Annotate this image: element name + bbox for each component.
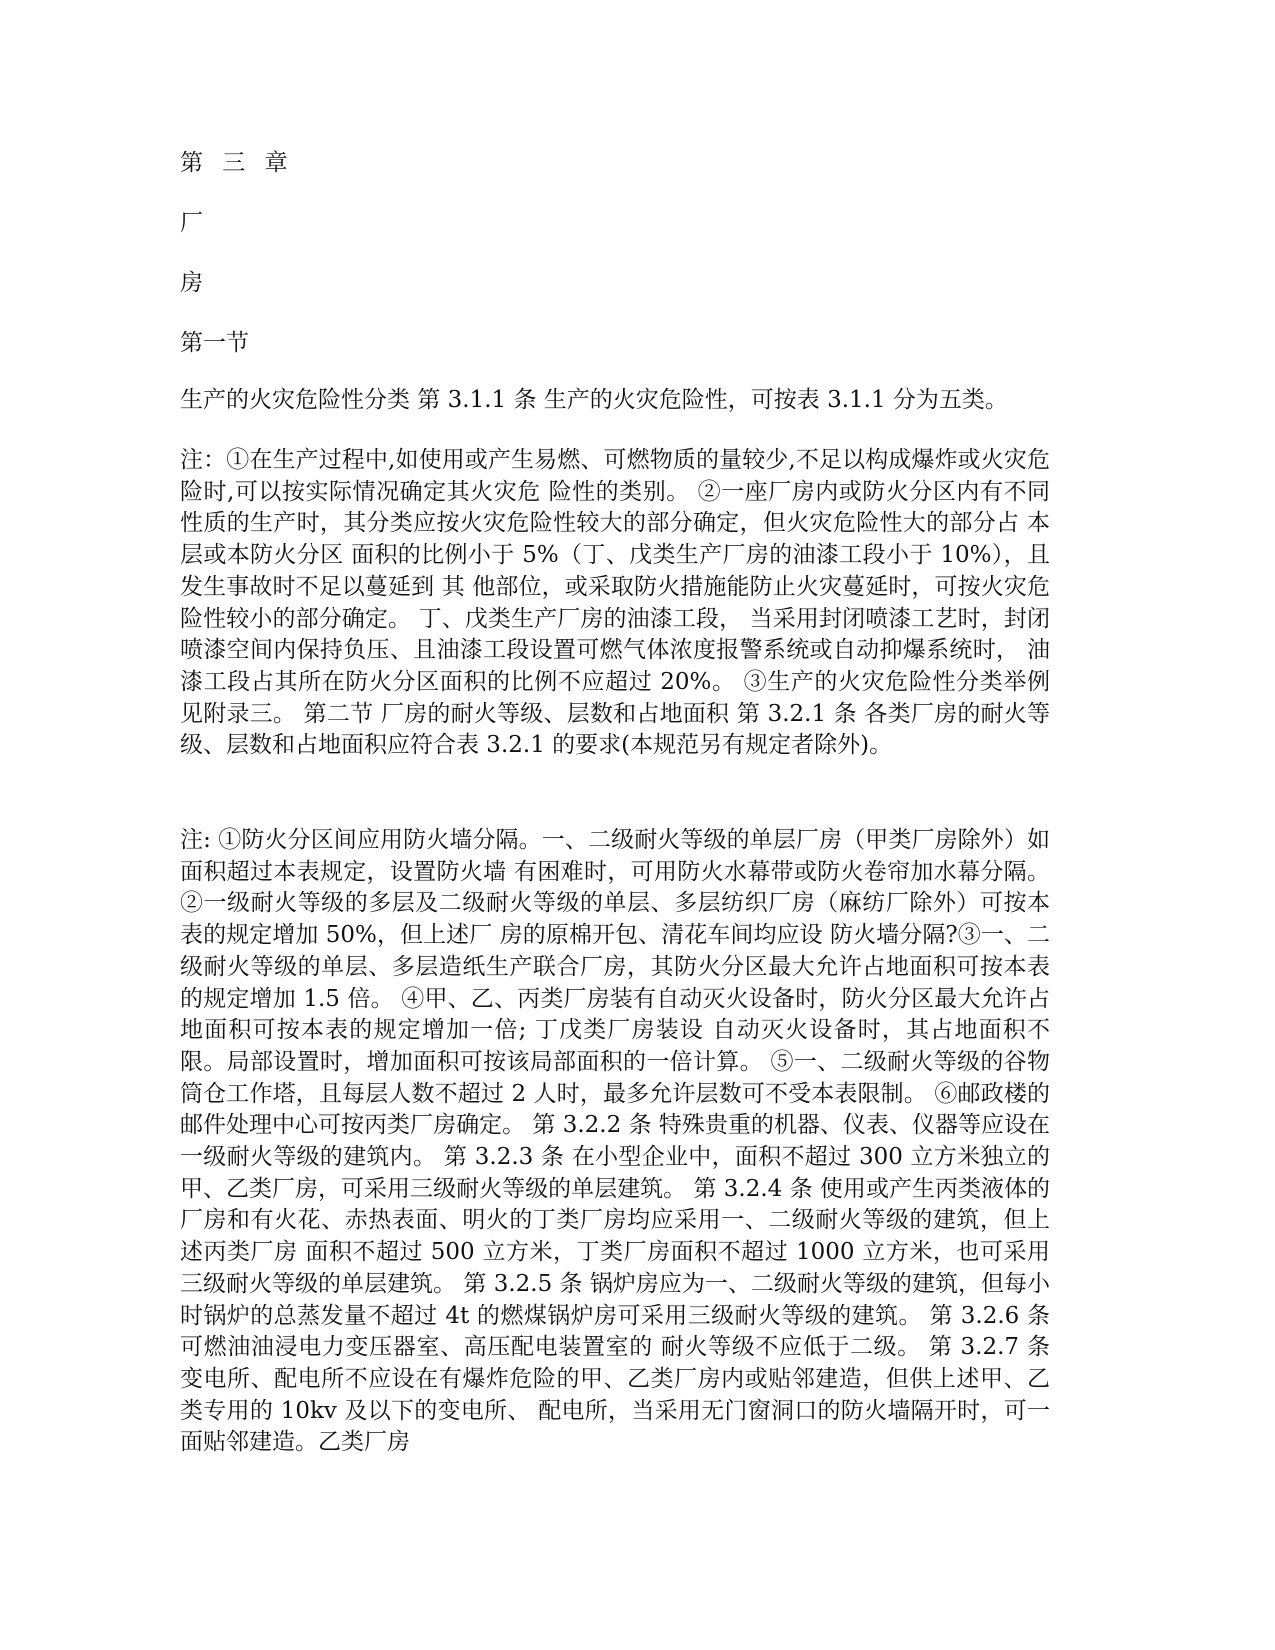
chapter-heading: 第 三 章 (180, 150, 294, 176)
note-paragraph-1: 注：①在生产过程中,如使用或产生易燃、可燃物质的量较少,不足以构成爆炸或火灾危险时,可以按实际情况确定其火灾危 险性的类别。 ②一座厂房内或防火分区内有不同性质的生产时，其分类应按火灾危险性较大的部分确定，但火灾危险性大的部分占 本层或本防火分区 面积的比例小于 5%（丁、戊类生产厂房的油漆工段小于 10%），且发生事故时不足以蔓延到 其 他部位，或采取防火措施能防止火灾蔓延时，可按火灾危险性较小的部分确定。 丁、戊类生产厂房的油漆工段， 当采用封闭喷漆工艺时，封闭喷漆空间内保持负压、且油漆工段设置可燃气体浓度报警系统或自动抑爆系统时， 油漆工段占其所在防火分区面积的比例不应超过 20%。 ③生产的火灾危险性分类举例见附录三。 第二节 厂房的耐火等级、层数和占地面积 第 3.2.1 条 各类厂房的耐火等级、层数和占地面积应符合表 3.2.1 的要求(本规范另有规定者除外)。 (180, 447, 1050, 759)
chapter-title-line-2: 房 (180, 270, 203, 296)
intro-paragraph: 生产的火灾危险性分类 第 3.1.1 条 生产的火灾危险性，可按表 3.1.1 分为五类。 (180, 387, 1008, 413)
chapter-title-line-1: 厂 (180, 210, 203, 236)
section-heading: 第一节 (180, 330, 249, 356)
note-paragraph-2: 注: ①防火分区间应用防火墙分隔。一、二级耐火等级的单层厂房（甲类厂房除外）如面积超过本表规定，设置防火墙 有困难时，可用防火水幕带或防火卷帘加水幕分隔。 ②一级耐火等级的多层及二级耐火等级的单层、多层纺织厂房（麻纺厂除外）可按本表的规定增加 50%，但上述厂 房的原棉开包、清花车间均应设 防火墙分隔?③一、二级耐火等级的单层、多层造纸生产联合厂房，其防火分区最大允许占地面积可按本表的规定增加 1.5 倍。 ④甲、乙、丙类厂房装有自动灭火设备时，防火分区最大允许占地面积可按本表的规定增加一倍; 丁戊类厂房装设 自动灭火设备时，其占地面积不限。局部设置时，增加面积可按该局部面积的一倍计算。 ⑤一、二级耐火等级的谷物筒仓工作塔，且每层人数不超过 2 人时，最多允许层数可不受本表限制。 ⑥邮政楼的邮件处理中心可按丙类厂房确定。 第 3.2.2 条 特殊贵重的机器、仪表、仪器等应设在一级耐火等级的建筑内。 第 3.2.3 条 在小型企业中，面积不超过 300 立方米独立的甲、乙类厂房，可采用三级耐火等级的单层建筑。 第 3.2.4 条 使用或产生丙类液体的厂房和有火花、赤热表面、明火的丁类厂房均应采用一、二级耐火等级的建筑，但上述丙类厂房 面积不超过 500 立方米，丁类厂房面积不超过 1000 立方米，也可采用三级耐火等级的单层建筑。 第 3.2.5 条 锅炉房应为一、二级耐火等级的建筑，但每小时锅炉的总蒸发量不超过 4t 的燃煤锅炉房可采用三级耐火等级的建筑。 第 3.2.6 条 可燃油油浸电力变压器室、高压配电装置室的 耐火等级不应低于二级。 第 3.2.7 条 变电所、配电所不应设在有爆炸危险的甲、乙类厂房内或贴邻建造，但供上述甲、乙类专用的 10kv 及以下的变电所、 配电所，当采用无门窗洞口的防火墙隔开时，可一面贴邻建造。乙类厂房 (180, 827, 1050, 1456)
